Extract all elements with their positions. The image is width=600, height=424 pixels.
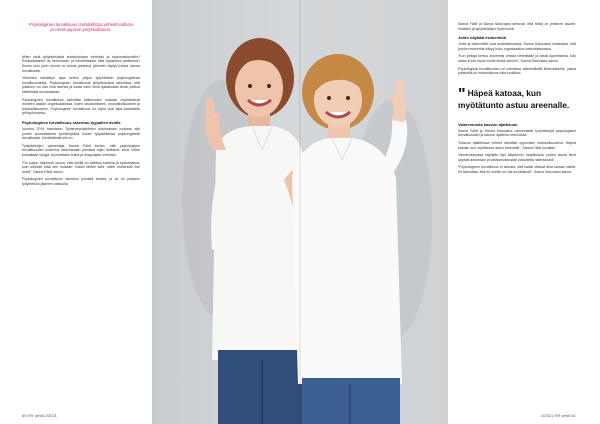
body-paragraph: Sanna Fäldt ja Sanna Salovaara kertovat, että heillä on yhteinen tavoite: ihmisten ja työyhteisöjen hyvinvointi. bbox=[458, 22, 576, 31]
intro-text: Psykologinen turvallisuus mahdollistaa virheitä sallivan ja niistä oppivan yrityskulttuurin. bbox=[28, 22, 134, 33]
body-paragraph: Vuonna 2019 toteutetun Työterveyslaitoksen tutkimuksen mukaan alle puolet suomalaisista työntekijöistä kokee työpaikkansa psykologisesti turvalliseksi. Kehitettävää siis on. bbox=[22, 126, 140, 141]
body-paragraph: Valmennuksissa käydään läpi käytännön harjoituksia, joiden avulla tiimit oppivat antamaan ja vastaanottamaan palautetta rakentavasti. bbox=[458, 153, 576, 162]
body-paragraph: Psykologista turvallisuutta voi vahvistaa säännöllisillä keskusteluilla, joissa jokaisella on mahdollisuus tulla kuulluksi. bbox=[458, 66, 576, 76]
left-text-column bbox=[22, 22, 140, 189]
page-footer-right: 2/2021 HR viesti 61 bbox=[541, 413, 576, 418]
body-paragraph: ”Psykologinen turvallisuus ei tarkoita, että kaikki olisivat aina samaa mieltä. Se tarkoittaa, että eri mieltä voi olla turvallisesti”, Sanna Salovaara sanoo. bbox=[458, 165, 576, 174]
pull-quote bbox=[458, 85, 576, 110]
body-paragraph: Psykologinen turvallisuus vaikuttaa tutkimusten mukaan myönteisesti moneen asiaan organisaatiossa, kuten sitoutumiseen, innovatiivisuuteen ja tuloksellisuuteen. Psykologinen turvallisuus on myös uusi tapa tarkastella työhyvinvointia. bbox=[22, 97, 140, 116]
body-paragraph: ”Kun johtaja kertoo avoimesti omista virheistään ja niistä oppimisesta, hän antaa luvan myös muille tehdä samoin”, Sanna Salovaara sanoo. bbox=[458, 54, 576, 63]
body-paragraph: Sanna Fäldt ja Sanna Salovaara valmentavat työyhteisöjä psykologisen turvallisuuden ja kasvun ajattelun teemoissa. bbox=[458, 128, 576, 138]
subheading: Johto näyttää esimerkkiä bbox=[458, 35, 506, 41]
right-text-column bbox=[458, 22, 576, 178]
pull-quote-text: Häpeä katoaa, kun myötätunto astuu areenalle. bbox=[458, 87, 570, 110]
subheading: Valmennusta kasvun ajatteluun bbox=[458, 121, 518, 127]
quote-mark-icon: " bbox=[458, 85, 466, 103]
body-paragraph: Psykologinen turvallisuus rakentuu pienistä teoista, ja se on jokaisen työyhteisön jäsenen vastuulla. bbox=[22, 177, 140, 186]
page-footer-left: 60 HR viesti 2/2021 bbox=[22, 413, 57, 418]
body-paragraph: Virheiden käsittelyn tapa kertoo paljon työyhteisön psykologisesta turvallisuudesta. Psykologinen turvallisuus työyhteisössä tarkoittaa, että jokainen voi olla oma itsensä ja tuoda esiin omia ajatuksiaan ilman pelkoa kielteisistä seurauksista. bbox=[22, 76, 140, 94]
body-paragraph: ”Kasvun ajattelussa virheet nähdään oppimisen mahdollisuutena. Häpeä katoaa, kun myötätunto astuu areenalle”, Sanna Fäldt kuvailee. bbox=[458, 140, 576, 150]
body-paragraph: ”On paljon helpompi sanoa, että meillä on sallittua kokeilla ja epäonnistua, kuin oikeasti elää sen mukaan. Kaikki lähtee siitä, miten esihenkilö itse toimii”, Sanna Fäldt sanoo. bbox=[22, 160, 140, 174]
subheading: Psykologinen turvallisuus rakentuu tyypalien avulla bbox=[22, 119, 121, 125]
body-paragraph: Johto ja esihenkilöt ovat avainasemassa. Sanna Salovaara muistuttaa, että johdon esimerkki näkyy koko organisaation toimintatavoissa. bbox=[458, 42, 576, 51]
body-paragraph: Työyhteisöjen valmentaja Sanna Fäldt kertoo, että psykologisen turvallisuuden kokemus rakennetaan pienissä arjen hetkissä: siinä, miten kohdataan kysyjä, kuunnellaan toista ja reagoidaan virheisiin. bbox=[22, 143, 140, 157]
page-gutter bbox=[299, 0, 301, 424]
body-paragraph: Miten siinä työyhteisössä suhtaudutaan virheisiin ja epäonnistumisiin? Rohkaistaanko ne kertomaan, ja kohdellaanko niitä oppimisen paikkoina? Ennen kuin jokin ryhmä voi toimia yhdessä, jäsenten täytyy tuntea olonsa turvalliseksi. bbox=[22, 54, 140, 73]
